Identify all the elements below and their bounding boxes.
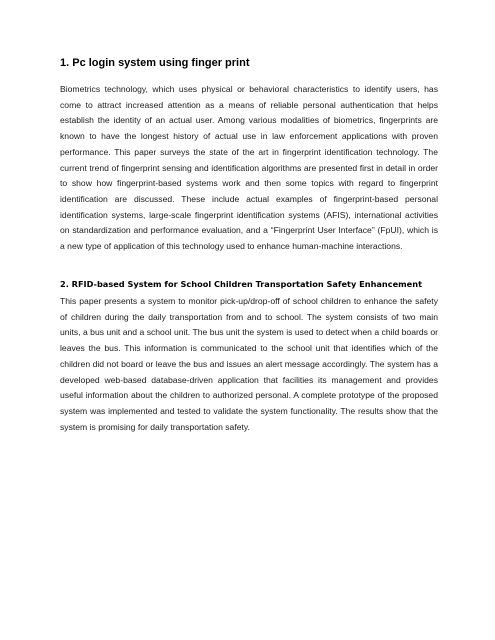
section-paragraph: This paper presents a system to monitor pick-up/drop-off of school children to enhance the safety of children during the daily transportation from and to school. The system consists of two main units, a bus unit and a school unit. The bus unit the system is used to detect when a child boards or leaves the bus. This information is communicated to the school unit that identifies which of the children did not board or leave the bus and issues an alert message accordingly. The system has a developed web-based database-driven application that facilities its management and provides useful information about the children to authorized personal. A complete prototype of the proposed system was implemented and tested to validate the system functionality. The results show that the system is promising for daily transportation safety. <box>60 296 438 432</box>
section-heading: 1. Pc login system using finger print <box>60 57 250 69</box>
section-heading: 2. RFID-based System for School Children Transportation Safety Enhancement <box>60 279 422 289</box>
section-pc-login <box>60 56 438 255</box>
section-paragraph: Biometrics technology, which uses physical or behavioral characteristics to identify users, has come to attract increased attention as a means of reliable personal authentication that helps establish the identity of an actual user. Among various modalities of biometrics, fingerprints are known to have the longest history of actual use in law enforcement applications with proven performance. This paper surveys the state of the art in fingerprint identification technology. The current trend of fingerprint sensing and identification algorithms are presented first in detail in order to show how fingerprint-based systems work and then some topics with regard to fingerprint identification are discussed. These include actual examples of fingerprint-based personal identification systems, large-scale fingerprint identification systems (AFIS), international activities on standardization and performance evaluation, and a “Fingerprint User Interface” (FpUI), which is a new type of application of this technology used to enhance human-machine interactions. <box>60 84 438 252</box>
section-rfid-system <box>60 278 438 435</box>
